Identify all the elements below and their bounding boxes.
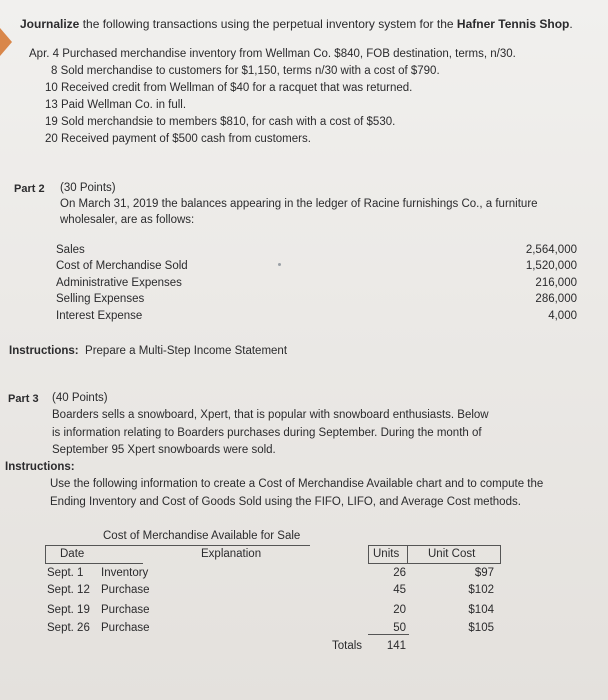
account-value: 2,564,000 <box>525 244 577 256</box>
row-units: 50 <box>393 622 406 634</box>
table-title: Cost of Merchandise Available for Sale <box>103 530 301 542</box>
table-rule <box>407 545 408 563</box>
row-unit-cost: $105 <box>468 622 494 634</box>
table-rule <box>45 563 143 564</box>
table-rule <box>45 545 46 563</box>
instructions-label: Instructions: <box>9 345 79 357</box>
table-rule <box>368 563 501 564</box>
header-period: . <box>569 17 573 31</box>
header-explanation: Explanation <box>201 548 262 560</box>
part2-label: Part 2 <box>14 183 45 195</box>
scan-dot <box>278 263 281 266</box>
row-date: Sept. 19 <box>47 604 90 616</box>
header-bold-journalize: Journalize <box>20 17 80 31</box>
table-rule <box>368 545 501 546</box>
account-name: Cost of Merchandise Sold <box>56 260 188 272</box>
part3-instructions-label: Instructions: <box>5 461 75 473</box>
totals-units: 141 <box>386 640 406 652</box>
row-explanation: Inventory <box>101 567 149 579</box>
account-name: Sales <box>56 244 85 256</box>
account-value: 216,000 <box>535 277 577 289</box>
table-rule <box>500 545 501 563</box>
part2-description: wholesaler, are as follows: <box>60 214 195 226</box>
account-value: 1,520,000 <box>525 260 577 272</box>
account-value: 4,000 <box>548 310 577 322</box>
row-units: 26 <box>393 567 406 579</box>
part3-description: is information relating to Boarders purchases during September. During the month of <box>52 427 482 439</box>
row-units: 20 <box>393 604 406 616</box>
transaction-line: 20 Received payment of $500 cash from customers. <box>45 133 311 145</box>
part3-description: September 95 Xpert snowboards were sold. <box>52 444 276 456</box>
page-corner-marker <box>0 28 12 56</box>
instructions-text: Prepare a Multi-Step Income Statement <box>85 345 288 357</box>
row-unit-cost: $104 <box>468 604 494 616</box>
header-unit-cost: Unit Cost <box>428 548 476 560</box>
account-name: Selling Expenses <box>56 293 145 305</box>
row-unit-cost: $97 <box>474 567 494 579</box>
part2-description: On March 31, 2019 the balances appearing in the ledger of Racine furnishings Co., a furniture <box>60 198 538 210</box>
account-name: Interest Expense <box>56 310 143 322</box>
row-date: Sept. 1 <box>47 567 84 579</box>
part3-label: Part 3 <box>8 393 39 405</box>
header-instruction <box>20 17 573 31</box>
header-bold-shop: Hafner Tennis Shop <box>456 17 570 31</box>
row-unit-cost: $102 <box>468 584 494 596</box>
account-name: Administrative Expenses <box>56 277 182 289</box>
transaction-line: 8 Sold merchandise to customers for $1,150, terms n/30 with a cost of $790. <box>51 65 440 77</box>
table-rule <box>368 634 409 635</box>
part3-points: (40 Points) <box>52 392 108 404</box>
row-explanation: Purchase <box>101 584 150 596</box>
transaction-line: 10 Received credit from Wellman of $40 for a racquet that was returned. <box>45 82 413 94</box>
table-rule <box>368 545 369 563</box>
part3-instructions-text: Use the following information to create a Cost of Merchandise Available chart and to compute the <box>50 478 544 490</box>
part2-instructions <box>9 345 287 357</box>
part3-description: Boarders sells a snowboard, Xpert, that is popular with snowboard enthusiasts. Below <box>52 409 489 421</box>
table-rule <box>45 545 310 546</box>
row-date: Sept. 26 <box>47 622 90 634</box>
row-units: 45 <box>393 584 406 596</box>
row-explanation: Purchase <box>101 622 150 634</box>
part3-instructions-text: Ending Inventory and Cost of Goods Sold using the FIFO, LIFO, and Average Cost methods. <box>50 496 521 508</box>
transaction-line: Apr. 4 Purchased merchandise inventory from Wellman Co. $840, FOB destination, terms, n/30. <box>29 48 516 60</box>
transaction-line: 19 Sold merchandsie to members $810, for cash with a cost of $530. <box>45 116 396 128</box>
part2-points: (30 Points) <box>60 182 116 194</box>
header-units: Units <box>373 548 400 560</box>
account-value: 286,000 <box>535 293 577 305</box>
row-date: Sept. 12 <box>47 584 90 596</box>
row-explanation: Purchase <box>101 604 150 616</box>
header-text: the following transactions using the perpetual inventory system for the <box>79 17 457 31</box>
transaction-line: 13 Paid Wellman Co. in full. <box>45 99 187 111</box>
header-date: Date <box>60 548 85 560</box>
totals-label: Totals <box>332 640 363 652</box>
